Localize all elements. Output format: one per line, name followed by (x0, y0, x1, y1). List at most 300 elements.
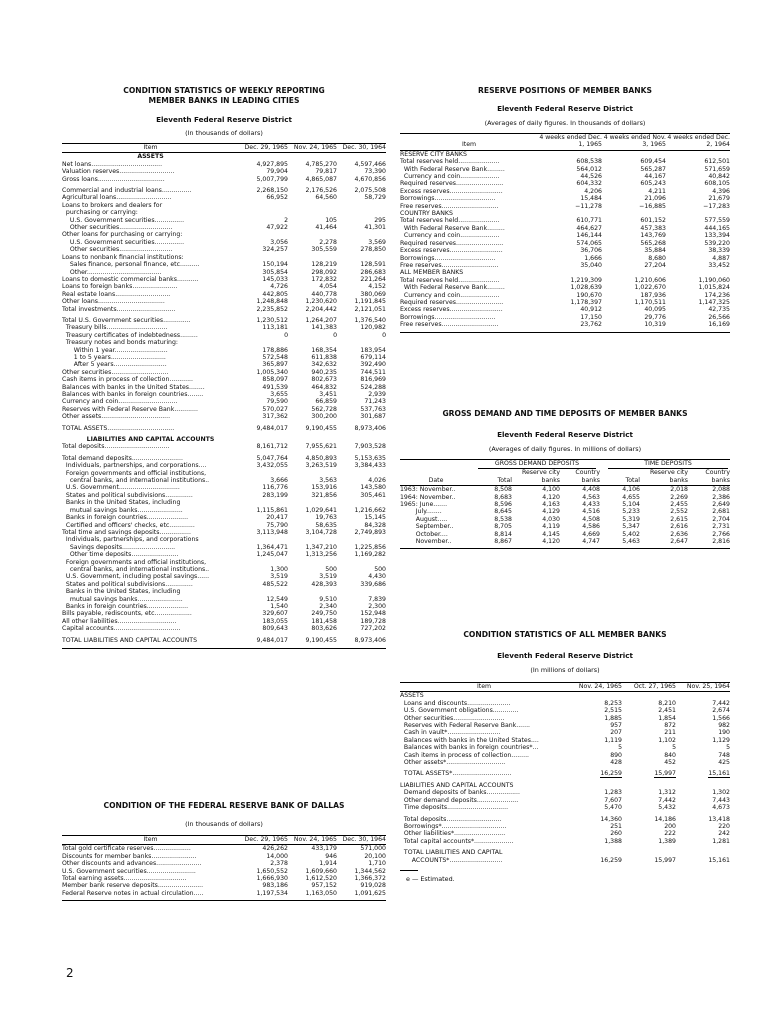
row-value (288, 398, 337, 405)
value-text: 2,269 (670, 493, 688, 501)
row-value (538, 306, 602, 313)
value-text: 5,047,764 (256, 454, 288, 462)
table-row (400, 752, 730, 759)
value-text: 491,539 (262, 383, 288, 391)
table-row (400, 173, 730, 180)
value-text: 565,287 (640, 165, 666, 173)
row-label: States and political subdivisions.............. (62, 491, 193, 499)
row-label: U.S. Government............................... (62, 484, 180, 492)
row-label: Total reserves held..................... (400, 158, 500, 166)
row-value (239, 514, 288, 521)
row-label: Treasury notes and bonds maturing: (62, 339, 178, 347)
row-value (239, 551, 288, 558)
value-text: 0 (382, 331, 386, 339)
deposits-col-header: Date (400, 469, 472, 485)
value-text: 8,253 (604, 699, 622, 707)
value-text: 40,095 (644, 306, 666, 314)
row-value (688, 508, 730, 515)
value-text: 2 (284, 216, 288, 224)
value-text: 1,302 (712, 789, 730, 797)
value-text: 1,147,325 (698, 298, 730, 306)
value-text: 858,097 (262, 376, 288, 384)
row-value (239, 596, 288, 603)
row-value (560, 531, 600, 538)
value-text: 1,029,641 (305, 506, 337, 514)
row-label: ACCOUNTS*........................... (400, 856, 503, 864)
row-value (288, 559, 337, 566)
value-text: 145,033 (262, 275, 288, 283)
row-label: Other securities........................... (62, 246, 173, 254)
value-text: 242 (718, 830, 730, 838)
value-text: 1,225,856 (354, 543, 386, 551)
row-label: Currency and coin.............................. (62, 398, 178, 406)
row-value (666, 166, 730, 173)
table-row (62, 845, 386, 853)
value-text: 4,516 (582, 508, 600, 516)
value-text: 15,484 (580, 195, 602, 203)
value-text: 152,948 (360, 610, 386, 618)
value-text: 5,104 (622, 501, 640, 509)
value-text: 485,522 (262, 580, 288, 588)
value-text: 1,028,639 (570, 284, 602, 292)
value-text: 392,490 (360, 361, 386, 369)
dallas-table-header (62, 836, 386, 845)
table-row (400, 692, 730, 700)
value-text: 13,418 (708, 815, 730, 823)
row-value (640, 486, 688, 494)
value-text: 983,186 (262, 882, 288, 890)
row-value (337, 217, 386, 224)
deposits-group-demand: GROSS DEMAND DEPOSITS (478, 460, 596, 469)
row-value (239, 544, 288, 551)
row-value (472, 516, 512, 523)
row-value (666, 188, 730, 195)
row-label: Other assets................................... (62, 413, 171, 421)
row-value (568, 729, 622, 736)
row-value (239, 581, 288, 588)
row-value (602, 306, 666, 313)
row-value (688, 538, 730, 545)
row-value (602, 158, 666, 165)
table-row (62, 603, 386, 610)
value-text: 7,903,528 (354, 443, 386, 451)
value-text: 41,301 (364, 224, 386, 232)
row-value (640, 494, 688, 501)
value-text: 500 (374, 565, 386, 573)
allmember-title: CONDITION STATISTICS OF ALL MEMBER BANKS (463, 630, 667, 639)
value-text: 1,163,050 (305, 889, 337, 897)
row-value (622, 857, 676, 864)
value-text: 116,776 (262, 484, 288, 492)
row-value (288, 376, 337, 383)
table-row (62, 868, 386, 875)
row-value (337, 194, 386, 201)
value-text: 79,817 (315, 168, 337, 176)
row-label: Net loans.................................... (62, 160, 163, 168)
value-text: −11,278 (575, 202, 602, 210)
row-label: Member bank reserve deposits....................... (62, 882, 204, 890)
row-label: Commercial and industrial loans............... (62, 187, 192, 195)
value-text: 295 (374, 216, 386, 224)
row-value (288, 507, 337, 514)
table-row (400, 778, 730, 789)
table-row (62, 283, 386, 290)
value-text: 8,508 (494, 486, 512, 494)
row-value (239, 276, 288, 283)
row-value (676, 804, 730, 811)
row-value (337, 376, 386, 383)
deposits-table-body (400, 486, 730, 546)
row-label: TOTAL LIABILITIES AND CAPITAL (400, 849, 503, 857)
table-row (400, 700, 730, 707)
table-row (62, 875, 386, 882)
row-value (288, 153, 337, 161)
table-row (400, 823, 730, 830)
value-text: 143,769 (640, 232, 666, 240)
reserve-section (400, 86, 730, 333)
row-value (622, 715, 676, 722)
value-text: 16,259 (600, 770, 622, 777)
value-text: 3,451 (319, 391, 337, 398)
dallas-col-header: Item (62, 836, 239, 845)
row-value (288, 291, 337, 298)
value-text: 4,396 (712, 187, 730, 195)
table-row (62, 217, 386, 224)
table-row (400, 269, 730, 276)
value-text: 105 (325, 216, 337, 224)
row-label: Other time deposits........................ (62, 551, 179, 559)
row-value (676, 789, 730, 796)
value-text: 1,540 (270, 602, 288, 610)
row-value (600, 486, 640, 494)
row-value (666, 240, 730, 247)
value-text: 4,129 (542, 508, 560, 516)
value-text: 5,347 (622, 523, 640, 531)
table-row (62, 514, 386, 521)
table-row (62, 882, 386, 889)
table-row (62, 633, 386, 644)
table-row (62, 354, 386, 361)
value-text: 4,669 (582, 530, 600, 538)
table-row (400, 538, 730, 545)
row-value (239, 376, 288, 383)
dallas-col-header: Nov. 24, 1965 (288, 836, 337, 845)
value-text: 4,747 (582, 538, 600, 546)
row-value (337, 477, 386, 484)
row-value (538, 166, 602, 173)
value-text: 2,674 (712, 707, 730, 715)
value-text: 283,199 (262, 491, 288, 499)
value-text: 570,027 (262, 405, 288, 413)
value-text: 220 (718, 822, 730, 830)
reserve-col-header: Item (400, 134, 538, 151)
row-value (512, 501, 560, 508)
value-text: 9,484,017 (257, 637, 289, 644)
value-text: 1,248,848 (256, 298, 288, 306)
table-row (62, 347, 386, 354)
row-value (288, 603, 337, 610)
value-text: 3,519 (319, 573, 337, 581)
row-value (239, 269, 288, 276)
row-value (239, 484, 288, 491)
value-text: 457,383 (640, 224, 666, 232)
row-value (538, 188, 602, 195)
table-row (400, 195, 730, 202)
value-text: 4,673 (712, 804, 730, 812)
value-text: 44,526 (580, 173, 602, 181)
row-value (337, 610, 386, 617)
value-text: 278,850 (360, 246, 386, 254)
value-text: 1,344,562 (354, 867, 386, 875)
table-row (62, 339, 386, 346)
row-label: August..... (400, 515, 448, 523)
row-value (239, 176, 288, 183)
value-text: 251 (610, 822, 622, 830)
value-text: 3,384,433 (354, 462, 386, 470)
value-text: 16,259 (600, 857, 622, 864)
row-label: TOTAL ASSETS.................................. (62, 424, 175, 432)
row-label: Loans and discounts...................... (400, 699, 511, 707)
row-value (239, 522, 288, 529)
row-value (288, 573, 337, 580)
table-row (62, 384, 386, 391)
row-value (239, 398, 288, 405)
table-row (400, 759, 730, 766)
value-text: 564,012 (576, 165, 602, 173)
row-value (337, 369, 386, 376)
value-text: 5 (672, 744, 676, 752)
dallas-title: CONDITION OF THE FEDERAL RESERVE BANK OF DALLAS (103, 801, 345, 810)
deposits-title: GROSS DEMAND AND TIME DEPOSITS OF MEMBER BANKS (442, 409, 688, 418)
footnote-estimated: e — Estimated. (406, 874, 455, 883)
value-text: 29,776 (644, 313, 666, 321)
value-text: 120,982 (360, 324, 386, 332)
weekly-district: Eleventh Federal Reserve District (156, 115, 292, 124)
row-value (676, 830, 730, 837)
row-value (239, 413, 288, 420)
row-label: TOTAL ASSETS*.............................. (400, 770, 512, 778)
value-text: 324,257 (262, 246, 288, 254)
table-row (62, 209, 386, 216)
row-label: TOTAL LIABILITIES AND CAPITAL ACCOUNTS (62, 636, 197, 644)
dallas-table (62, 835, 386, 897)
row-value (239, 347, 288, 354)
row-value (688, 501, 730, 508)
row-value (602, 284, 666, 291)
row-label: Free reserves............................. (400, 261, 499, 269)
row-value (568, 845, 622, 856)
value-text: 537,763 (360, 405, 386, 413)
value-text: 539,220 (704, 239, 730, 247)
weekly-units: (In thousands of dollars) (185, 129, 263, 137)
row-value (337, 168, 386, 175)
row-value (666, 150, 730, 158)
row-label: Excess reserves........................... (400, 187, 503, 195)
row-value (568, 766, 622, 777)
row-value (666, 210, 730, 217)
row-value (676, 707, 730, 714)
row-value (288, 246, 337, 253)
table-row (400, 789, 730, 796)
dallas-end-rule (62, 900, 386, 901)
deposits-end-rule (400, 548, 730, 549)
row-value (337, 339, 386, 346)
row-label: Savings deposits........................... (62, 543, 176, 551)
value-text: 3,563 (319, 477, 337, 485)
value-text: 809,643 (262, 625, 288, 633)
row-value (288, 161, 337, 168)
value-text: 2,455 (670, 501, 688, 509)
table-row (62, 421, 386, 432)
row-value (602, 292, 666, 299)
value-text: 146,144 (576, 232, 602, 240)
table-row (62, 376, 386, 383)
row-label: Currency and coin.................... (400, 232, 500, 240)
value-text: 8,645 (494, 508, 512, 516)
value-text: 1,170,511 (634, 298, 666, 306)
row-value (239, 354, 288, 361)
row-value (288, 581, 337, 588)
row-value (337, 224, 386, 231)
row-value (288, 298, 337, 305)
table-row (400, 508, 730, 515)
weekly-col-header: Dec. 29, 1965 (239, 144, 288, 153)
value-text: 1,710 (368, 860, 386, 868)
row-value (622, 797, 676, 804)
reserve-table-header (400, 134, 730, 151)
row-value (512, 516, 560, 523)
deposits-district: Eleventh Federal Reserve District (497, 430, 633, 439)
row-value (472, 538, 512, 545)
row-value (288, 618, 337, 625)
row-label: Demand deposits of banks................. (400, 789, 520, 797)
weekly-end-rule (62, 648, 386, 649)
row-value (676, 737, 730, 744)
row-value (337, 603, 386, 610)
row-value (676, 797, 730, 804)
row-value (337, 176, 386, 183)
row-value (337, 347, 386, 354)
table-row (400, 292, 730, 299)
row-value (568, 804, 622, 811)
value-text: 574,065 (576, 239, 602, 247)
table-row (400, 277, 730, 284)
row-label: Free reserves............................. (400, 202, 499, 210)
row-value (688, 516, 730, 523)
row-value (288, 610, 337, 617)
value-text: 1,210,606 (634, 276, 666, 284)
row-value (337, 566, 386, 573)
row-value (666, 195, 730, 202)
row-value (676, 838, 730, 845)
row-label: Total capital accounts*.................... (400, 837, 514, 845)
value-text: 2,386 (712, 493, 730, 501)
value-text: 4,865,087 (305, 175, 337, 183)
value-text: 66,859 (315, 398, 337, 406)
value-text: 4,163 (542, 501, 560, 509)
row-value (666, 225, 730, 232)
table-row (62, 369, 386, 376)
row-value (337, 313, 386, 324)
row-value (288, 484, 337, 491)
value-text: 174,236 (704, 291, 730, 299)
allmember-col-header: Oct. 27, 1965 (622, 683, 676, 692)
value-text: 7,955,621 (305, 443, 337, 451)
row-value (239, 339, 288, 346)
value-text: 79,904 (266, 168, 288, 176)
table-row (62, 276, 386, 283)
row-value (239, 845, 288, 853)
row-value (622, 766, 676, 777)
row-value (239, 153, 288, 161)
value-text: 4,670,856 (354, 175, 386, 183)
deposits-units: (Averages of daily figures. In millions of dollars) (488, 445, 642, 453)
row-value (622, 744, 676, 751)
row-label: Loans to nonbank financial institutions: (62, 253, 184, 261)
row-value (288, 868, 337, 875)
row-label: Individuals, partnerships, and corporations (62, 536, 199, 544)
row-value (337, 183, 386, 194)
row-value (288, 544, 337, 551)
row-value (288, 853, 337, 860)
row-value (288, 168, 337, 175)
value-text: 35,040 (580, 261, 602, 269)
row-label: Balances with banks in foreign countries*... (400, 744, 539, 752)
value-text: 305,854 (262, 268, 288, 276)
dallas-col-header: Dec. 30, 1964 (337, 836, 386, 845)
value-text: 200 (664, 822, 676, 830)
value-text: 15,997 (654, 857, 676, 864)
row-label: Treasury certificates of indebtedness......... (62, 331, 198, 339)
row-value (337, 507, 386, 514)
value-text: 1,281 (712, 837, 730, 845)
row-value (688, 486, 730, 494)
row-value (666, 269, 730, 276)
row-value (288, 470, 337, 477)
row-label: Excess reserves........................... (400, 306, 503, 314)
row-value (239, 875, 288, 882)
row-value (239, 283, 288, 290)
row-label: With Federal Reserve Bank......... (400, 165, 505, 173)
row-value (512, 531, 560, 538)
row-value (288, 875, 337, 882)
deposits-col-header: Country banks (560, 469, 600, 485)
deposits-col-header: Reserve city banks (512, 469, 560, 485)
value-text: 604,332 (576, 180, 602, 188)
table-row (400, 150, 730, 158)
row-value (622, 830, 676, 837)
row-label: Other demand deposits..................... (400, 796, 519, 804)
value-text: 15,161 (708, 857, 730, 864)
value-text: 2,451 (658, 707, 676, 715)
value-text: 608,538 (576, 158, 602, 166)
row-label: Total gold certificate reserves................... (62, 845, 191, 853)
value-text: 26,566 (708, 313, 730, 321)
weekly-col-header: Item (62, 144, 239, 153)
row-value (538, 255, 602, 262)
row-value (538, 217, 602, 224)
value-text: 1,612,520 (305, 875, 337, 883)
row-value (472, 501, 512, 508)
value-text: 4,726 (270, 283, 288, 291)
row-value (538, 314, 602, 321)
row-label: RESERVE CITY BANKS (400, 150, 467, 158)
dallas-col-header: Dec. 29, 1965 (239, 836, 288, 845)
value-text: 2,615 (670, 515, 688, 523)
row-value (600, 523, 640, 530)
value-text: 8,705 (494, 523, 512, 531)
row-label: Other securities............................. (62, 368, 169, 376)
